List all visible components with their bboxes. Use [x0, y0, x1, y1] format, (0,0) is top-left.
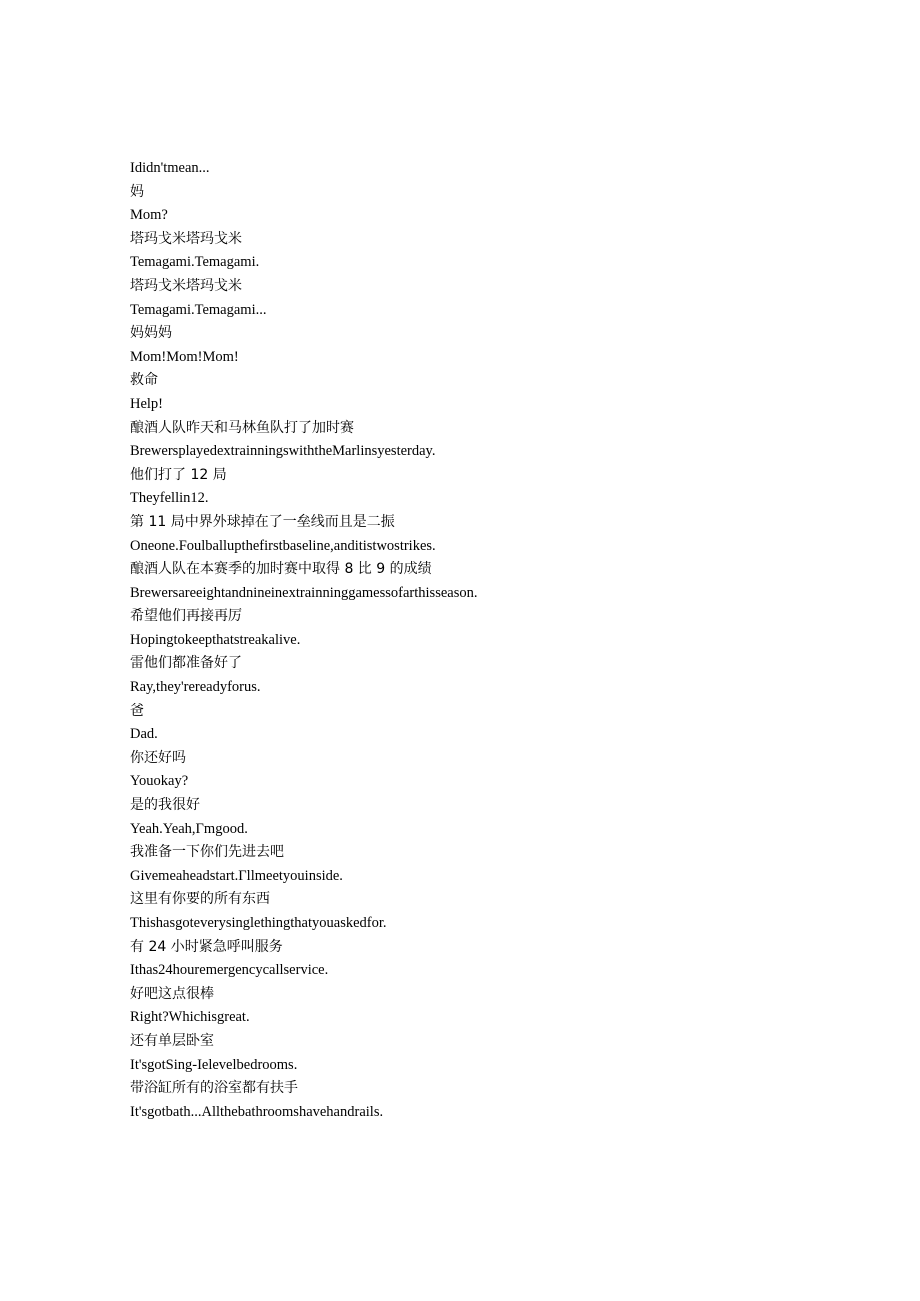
subtitle-line-english: Help! — [130, 395, 164, 412]
subtitle-line-english: Temagami.Temagami. — [130, 254, 260, 271]
subtitle-line-chinese: 雷他们都准备好了 — [130, 655, 242, 672]
subtitle-line-english: Mom? — [130, 207, 168, 224]
subtitle-line-chinese: 妈妈妈 — [130, 325, 172, 342]
subtitle-line-chinese: 是的我很好 — [130, 797, 200, 814]
subtitle-line-english: Youokay? — [130, 773, 189, 790]
subtitle-line-chinese: 他们打了 12 局 — [130, 466, 227, 483]
subtitle-line-chinese: 塔玛戈米塔玛戈米 — [130, 277, 242, 294]
subtitle-line-english: Yeah.Yeah,Γmgood. — [130, 820, 248, 837]
subtitle-line-english: Thishasgoteverysinglethingthatyouaskedfor. — [130, 915, 387, 931]
subtitle-line-english: Dad. — [130, 726, 158, 743]
subtitle-list — [130, 157, 890, 1124]
subtitle-line-chinese: 我准备一下你们先进去吧 — [130, 844, 284, 861]
subtitle-line-chinese: 好吧这点很棒 — [130, 985, 214, 1002]
subtitle-line-chinese: 希望他们再接再厉 — [130, 608, 242, 625]
subtitle-line-chinese: 爸 — [130, 702, 144, 719]
subtitle-line-english: Oneone.Foulballupthefirstbaseline,anditistwostrikes. — [130, 537, 436, 554]
subtitle-line-chinese: 酿酒人队昨天和马林鱼队打了加时赛 — [130, 419, 354, 436]
subtitle-line-english: BrewersplayedextrainningswiththeMarlinsyesterday. — [130, 443, 436, 460]
subtitle-line-english: Ray,they'rereadyforus. — [130, 679, 261, 696]
document-page — [130, 157, 890, 1124]
subtitle-line-english: Givemeaheadstart.Γllmeetyouinside. — [130, 867, 343, 884]
subtitle-line-chinese: 酿酒人队在本赛季的加时赛中取得 8 比 9 的成绩 — [130, 561, 432, 578]
subtitle-line-english: Brewersareeightandnineinextrainninggamessofarthisseason. — [130, 584, 478, 601]
subtitle-line-chinese: 这里有你要的所有东西 — [130, 891, 270, 908]
subtitle-line-chinese: 救命 — [130, 372, 158, 389]
subtitle-line-chinese: 妈 — [130, 183, 144, 200]
subtitle-line-english: Ithas24houremergencycallservice. — [130, 962, 329, 979]
subtitle-line-english: Ididn'tmean... — [130, 160, 210, 176]
subtitle-line-chinese: 带浴缸所有的浴室都有扶手 — [130, 1080, 298, 1097]
subtitle-line-chinese: 第 11 局中界外球掉在了一垒线而且是二振 — [130, 513, 395, 530]
subtitle-line-chinese: 你还好吗 — [130, 749, 186, 766]
subtitle-line-english: It'sgotSing-Ielevelbedrooms. — [130, 1056, 298, 1073]
subtitle-line-chinese: 还有单层卧室 — [130, 1032, 214, 1049]
subtitle-line-english: Mom!Mom!Mom! — [130, 348, 239, 365]
subtitle-line-english: Hopingtokeepthatstreakalive. — [130, 631, 301, 648]
subtitle-line-english: It'sgotbath...Allthebathroomshavehandrails. — [130, 1103, 384, 1120]
subtitle-line-english: Theyfellin12. — [130, 490, 209, 507]
subtitle-line-english: Temagami.Temagami... — [130, 301, 267, 318]
subtitle-line-chinese: 塔玛戈米塔玛戈米 — [130, 230, 242, 247]
subtitle-line-english: Right?Whichisgreat. — [130, 1009, 250, 1026]
subtitle-line-chinese: 有 24 小时紧急呼叫服务 — [130, 938, 283, 955]
